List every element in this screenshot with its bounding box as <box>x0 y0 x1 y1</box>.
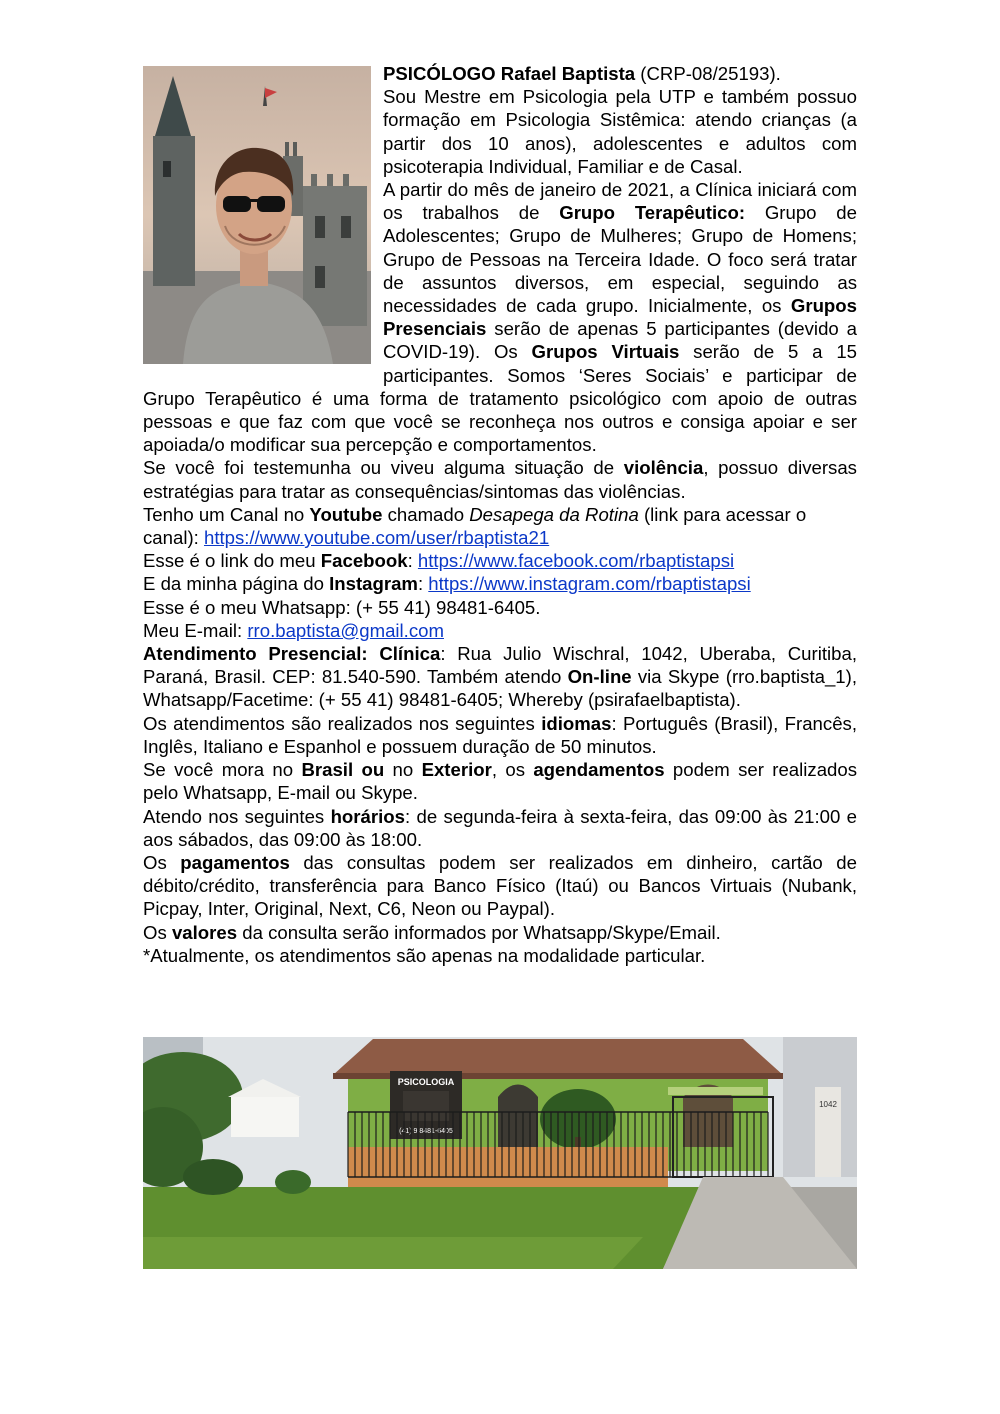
violence-paragraph: Se você foi testemunha ou viveu alguma situação de violência, possuo diversas estratégias para tratar as consequências/sintomas das violências. <box>143 457 857 502</box>
scheduling-paragraph: Se você mora no Brasil ou no Exterior, os agendamentos podem ser realizados pelo Whatsapp, E-mail ou Skype. <box>143 759 858 804</box>
hours-paragraph: Atendo nos seguintes horários: de segunda-feira à sexta-feira, das 09:00 às 21:00 e aos sábados, das 09:00 às 18:00. <box>143 805 857 850</box>
portrait-illustration <box>143 66 371 364</box>
instagram-paragraph: E da minha página do Instagram: https://www.instagram.com/rbaptistapsi <box>143 573 751 595</box>
sign-title: PSICOLOGIA <box>397 1077 455 1087</box>
facebook-link[interactable]: https://www.facebook.com/rbaptistapsi <box>417 550 735 572</box>
sign-phone: (41) 9 8481-6405 <box>399 1128 453 1135</box>
note-paragraph: *Atualmente, os atendimentos são apenas na modalidade particular. <box>143 944 706 966</box>
values-paragraph: Os valores da consulta serão informados por Whatsapp/Skype/Email. <box>143 921 721 943</box>
email-link[interactable]: rro.baptista@gmail.com <box>247 619 444 641</box>
clinic-illustration <box>143 1037 857 1269</box>
youtube-link[interactable]: https://www.youtube.com/user/rbaptista21 <box>203 527 550 549</box>
author-title: PSICÓLOGO Rafael Baptista <box>383 63 636 84</box>
whatsapp-paragraph: Esse é o meu Whatsapp: (+ 55 41) 98481-6405. <box>143 596 541 618</box>
youtube-paragraph: Tenho um Canal no Youtube chamado Desapega da Rotina (link para acessar o canal): https://www.youtube.com/user/rbaptista21 <box>143 503 807 549</box>
portrait-photo <box>143 66 371 364</box>
languages-paragraph: Os atendimentos são realizados nos seguintes idiomas: Português (Brasil), Francês, Inglês, Italiano e Espanhol e possuem duração de 50 minutos. <box>143 712 857 757</box>
instagram-link[interactable]: https://www.instagram.com/rbaptistapsi <box>428 573 751 595</box>
house-number: 1042 <box>819 1100 837 1109</box>
groups-paragraph: A partir do mês de janeiro de 2021, a Clínica iniciará com os trabalhos de Grupo Terapêutico: Grupo de Adolescentes; Grupo de Mulheres; Grupo de Homens; Grupo de Pessoas na Terceira Idade. O foco será tratar de assuntos diversos, em especial, seguindo as necessidades de cada grupo. Inicialmente, os Grupos Presenciais serão de apenas 5 participantes (devido a COVID-19). Os Grupos Virtuais serão de 5 a 15 participantes. Somos ‘Seres Sociais’ e participar de Grupo Terapêutico é uma forma de tratamento psicológico com apoio de outras pessoas e que faz com que você se reconheça nos outros e consiga apoiar e ser apoiada/o modificar sua percepção e comportamentos. <box>143 179 858 456</box>
intro-paragraph: Sou Mestre em Psicologia pela UTP e também possuo formação em Psicologia Sistêmica: atendo crianças (a partir dos 10 anos), adolescentes e adultos com psicoterapia Individual, Familiar e de Casal. <box>383 86 857 177</box>
payments-paragraph: Os pagamentos das consultas podem ser realizados em dinheiro, cartão de débito/crédito, transferência para Banco Físico (Itaú) ou Bancos Virtuais (Nubank, Picpay, Inter, Original, Next, C6, Neon ou Paypal). <box>143 851 857 920</box>
document-body <box>143 62 857 967</box>
email-paragraph: Meu E-mail: rro.baptista@gmail.com <box>143 619 444 641</box>
clinic-photo <box>143 1037 857 1269</box>
facebook-paragraph: Esse é o link do meu Facebook: https://www.facebook.com/rbaptistapsi <box>143 550 735 572</box>
crp-number: (CRP-08/25193). <box>635 63 781 84</box>
address-paragraph: Atendimento Presencial: Clínica: Rua Julio Wischral, 1042, Uberaba, Curitiba, Paraná, Brasil. CEP: 81.540-590. Também atendo On-line via Skype (rro.baptista_1), Whatsapp/Facetime: (+ 55 41) 98481-6405; Whereby (psirafaelbaptista). <box>143 643 857 711</box>
